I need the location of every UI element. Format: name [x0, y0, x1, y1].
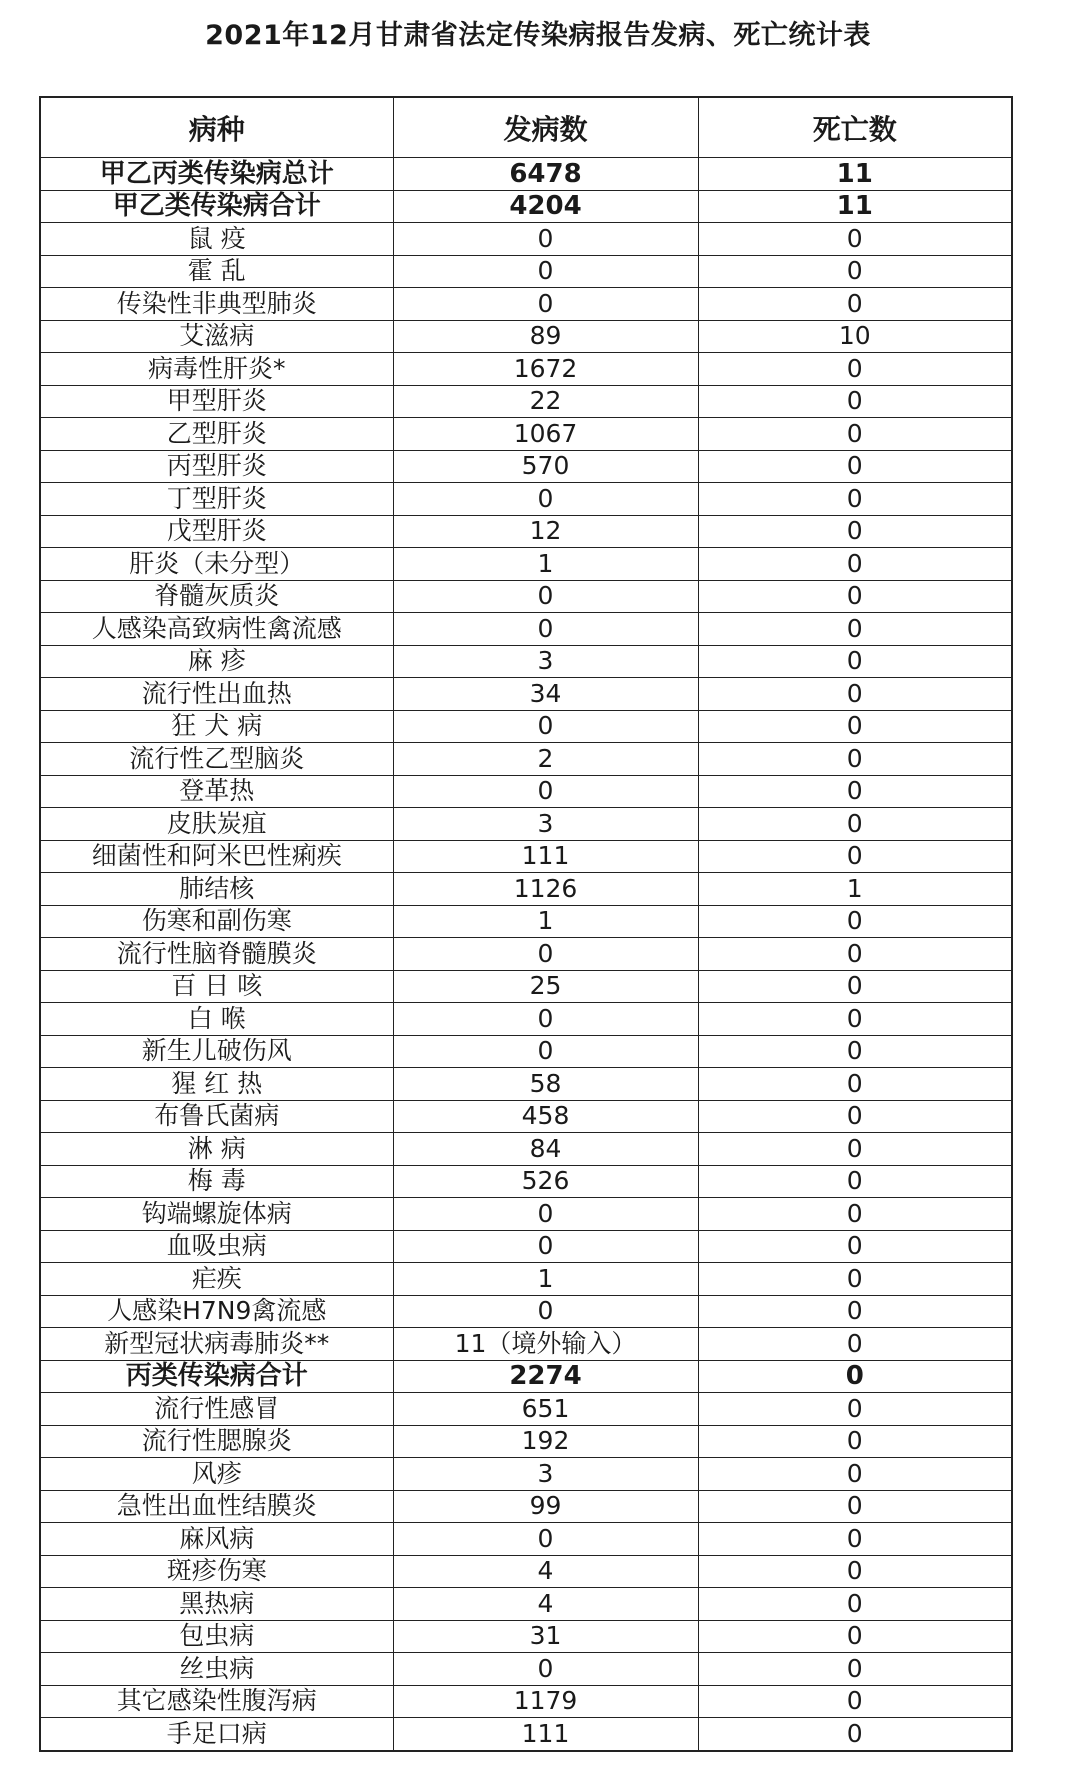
table-row — [40, 483, 1012, 516]
table-row — [40, 710, 1012, 743]
death-count-cell: 0 — [698, 938, 1012, 971]
disease-name-cell: 风疹 — [40, 1458, 393, 1491]
header-deaths: 死亡数 — [698, 97, 1012, 158]
disease-name-cell: 人感染H7N9禽流感 — [40, 1295, 393, 1328]
disease-name-cell: 甲型肝炎 — [40, 385, 393, 418]
disease-name-cell: 黑热病 — [40, 1588, 393, 1621]
death-count-cell: 0 — [698, 710, 1012, 743]
disease-name-cell: 传染性非典型肺炎 — [40, 288, 393, 321]
table-row — [40, 1230, 1012, 1263]
disease-name-cell: 新型冠状病毒肺炎** — [40, 1328, 393, 1361]
death-count-cell: 0 — [698, 483, 1012, 516]
disease-name-cell: 丙类传染病合计 — [40, 1360, 393, 1393]
case-count-cell: 4 — [393, 1588, 698, 1621]
disease-name-cell: 脊髓灰质炎 — [40, 580, 393, 613]
death-count-cell: 0 — [698, 1198, 1012, 1231]
table-header — [40, 97, 1012, 158]
header-row — [40, 97, 1012, 158]
disease-name-cell: 细菌性和阿米巴性痢疾 — [40, 840, 393, 873]
death-count-cell: 0 — [698, 1458, 1012, 1491]
case-count-cell: 0 — [393, 775, 698, 808]
death-count-cell: 0 — [698, 1425, 1012, 1458]
disease-name-cell: 钩端螺旋体病 — [40, 1198, 393, 1231]
death-count-cell: 11 — [698, 158, 1012, 191]
case-count-cell: 1 — [393, 1263, 698, 1296]
death-count-cell: 0 — [698, 1035, 1012, 1068]
case-count-cell: 1 — [393, 905, 698, 938]
case-count-cell: 111 — [393, 840, 698, 873]
table-row — [40, 1035, 1012, 1068]
death-count-cell: 0 — [698, 808, 1012, 841]
disease-name-cell: 人感染高致病性禽流感 — [40, 613, 393, 646]
death-count-cell: 0 — [698, 840, 1012, 873]
table-row — [40, 515, 1012, 548]
disease-name-cell: 丝虫病 — [40, 1653, 393, 1686]
table-row — [40, 1068, 1012, 1101]
table-row — [40, 1198, 1012, 1231]
death-count-cell: 0 — [698, 580, 1012, 613]
case-count-cell: 6478 — [393, 158, 698, 191]
table-row — [40, 1003, 1012, 1036]
disease-name-cell: 狂 犬 病 — [40, 710, 393, 743]
case-count-cell: 0 — [393, 938, 698, 971]
table-row — [40, 808, 1012, 841]
table-row — [40, 1133, 1012, 1166]
death-count-cell: 0 — [698, 288, 1012, 321]
table-row — [40, 450, 1012, 483]
table-row — [40, 1620, 1012, 1653]
case-count-cell: 458 — [393, 1100, 698, 1133]
disease-name-cell: 皮肤炭疽 — [40, 808, 393, 841]
table-row — [40, 1490, 1012, 1523]
death-count-cell: 0 — [698, 1620, 1012, 1653]
disease-name-cell: 白 喉 — [40, 1003, 393, 1036]
death-count-cell: 0 — [698, 678, 1012, 711]
case-count-cell: 0 — [393, 255, 698, 288]
disease-name-cell: 丙型肝炎 — [40, 450, 393, 483]
death-count-cell: 0 — [698, 1328, 1012, 1361]
case-count-cell: 0 — [393, 223, 698, 256]
disease-name-cell: 猩 红 热 — [40, 1068, 393, 1101]
disease-name-cell: 戊型肝炎 — [40, 515, 393, 548]
disease-statistics-table — [39, 96, 1013, 1752]
case-count-cell: 58 — [393, 1068, 698, 1101]
death-count-cell: 0 — [698, 1295, 1012, 1328]
table-row — [40, 288, 1012, 321]
table-row — [40, 580, 1012, 613]
disease-name-cell: 疟疾 — [40, 1263, 393, 1296]
disease-name-cell: 手足口病 — [40, 1718, 393, 1751]
table-row — [40, 1555, 1012, 1588]
death-count-cell: 0 — [698, 1393, 1012, 1426]
table-body — [40, 158, 1012, 1751]
table-row — [40, 1393, 1012, 1426]
table-row — [40, 970, 1012, 1003]
death-count-cell: 0 — [698, 970, 1012, 1003]
case-count-cell: 3 — [393, 645, 698, 678]
case-count-cell: 3 — [393, 808, 698, 841]
table-row — [40, 1295, 1012, 1328]
case-count-cell: 192 — [393, 1425, 698, 1458]
death-count-cell: 0 — [698, 1165, 1012, 1198]
page-title: 2021年12月甘肃省法定传染病报告发病、死亡统计表 — [205, 20, 871, 51]
header-cases: 发病数 — [393, 97, 698, 158]
disease-name-cell: 布鲁氏菌病 — [40, 1100, 393, 1133]
case-count-cell: 84 — [393, 1133, 698, 1166]
table-row — [40, 1653, 1012, 1686]
case-count-cell: 651 — [393, 1393, 698, 1426]
case-count-cell: 0 — [393, 1523, 698, 1556]
case-count-cell: 4204 — [393, 190, 698, 223]
disease-name-cell: 流行性出血热 — [40, 678, 393, 711]
disease-name-cell: 流行性脑脊髓膜炎 — [40, 938, 393, 971]
case-count-cell: 1179 — [393, 1685, 698, 1718]
death-count-cell: 0 — [698, 1588, 1012, 1621]
death-count-cell: 0 — [698, 613, 1012, 646]
death-count-cell: 0 — [698, 548, 1012, 581]
table-row — [40, 743, 1012, 776]
death-count-cell: 0 — [698, 1360, 1012, 1393]
table-row — [40, 1100, 1012, 1133]
case-count-cell: 12 — [393, 515, 698, 548]
case-count-cell: 0 — [393, 580, 698, 613]
case-count-cell: 0 — [393, 613, 698, 646]
case-count-cell: 0 — [393, 1230, 698, 1263]
case-count-cell: 3 — [393, 1458, 698, 1491]
case-count-cell: 2274 — [393, 1360, 698, 1393]
table-row — [40, 1328, 1012, 1361]
death-count-cell: 1 — [698, 873, 1012, 906]
death-count-cell: 10 — [698, 320, 1012, 353]
case-count-cell: 0 — [393, 1198, 698, 1231]
disease-name-cell: 艾滋病 — [40, 320, 393, 353]
death-count-cell: 0 — [698, 1555, 1012, 1588]
disease-name-cell: 霍 乱 — [40, 255, 393, 288]
death-count-cell: 0 — [698, 385, 1012, 418]
death-count-cell: 0 — [698, 1718, 1012, 1751]
table-row — [40, 905, 1012, 938]
case-count-cell: 1672 — [393, 353, 698, 386]
disease-name-cell: 肝炎（未分型） — [40, 548, 393, 581]
disease-name-cell: 鼠 疫 — [40, 223, 393, 256]
case-count-cell: 0 — [393, 1035, 698, 1068]
table-row — [40, 353, 1012, 386]
disease-name-cell: 淋 病 — [40, 1133, 393, 1166]
case-count-cell: 526 — [393, 1165, 698, 1198]
disease-name-cell: 流行性腮腺炎 — [40, 1425, 393, 1458]
disease-name-cell: 甲乙丙类传染病总计 — [40, 158, 393, 191]
table-row — [40, 938, 1012, 971]
table-row — [40, 840, 1012, 873]
case-count-cell: 0 — [393, 1653, 698, 1686]
case-count-cell: 111 — [393, 1718, 698, 1751]
death-count-cell: 11 — [698, 190, 1012, 223]
table-row — [40, 1458, 1012, 1491]
case-count-cell: 0 — [393, 483, 698, 516]
table-row — [40, 1165, 1012, 1198]
case-count-cell: 0 — [393, 1003, 698, 1036]
death-count-cell: 0 — [698, 1263, 1012, 1296]
table-row — [40, 1685, 1012, 1718]
table-row — [40, 775, 1012, 808]
case-count-cell: 0 — [393, 1295, 698, 1328]
disease-name-cell: 甲乙类传染病合计 — [40, 190, 393, 223]
table-row — [40, 320, 1012, 353]
disease-name-cell: 丁型肝炎 — [40, 483, 393, 516]
death-count-cell: 0 — [698, 1230, 1012, 1263]
table-row — [40, 385, 1012, 418]
case-count-cell: 22 — [393, 385, 698, 418]
table-row — [40, 873, 1012, 906]
disease-name-cell: 百 日 咳 — [40, 970, 393, 1003]
disease-name-cell: 流行性感冒 — [40, 1393, 393, 1426]
case-count-cell: 1126 — [393, 873, 698, 906]
table-row — [40, 678, 1012, 711]
table-row — [40, 1718, 1012, 1751]
disease-name-cell: 包虫病 — [40, 1620, 393, 1653]
disease-name-cell: 梅 毒 — [40, 1165, 393, 1198]
table-row — [40, 1588, 1012, 1621]
table-row — [40, 1263, 1012, 1296]
disease-name-cell: 乙型肝炎 — [40, 418, 393, 451]
death-count-cell: 0 — [698, 1133, 1012, 1166]
disease-name-cell: 伤寒和副伤寒 — [40, 905, 393, 938]
header-disease: 病种 — [40, 97, 393, 158]
death-count-cell: 0 — [698, 515, 1012, 548]
case-count-cell: 31 — [393, 1620, 698, 1653]
case-count-cell: 99 — [393, 1490, 698, 1523]
disease-name-cell: 斑疹伤寒 — [40, 1555, 393, 1588]
death-count-cell: 0 — [698, 645, 1012, 678]
death-count-cell: 0 — [698, 1068, 1012, 1101]
death-count-cell: 0 — [698, 1100, 1012, 1133]
disease-name-cell: 病毒性肝炎* — [40, 353, 393, 386]
disease-name-cell: 急性出血性结膜炎 — [40, 1490, 393, 1523]
death-count-cell: 0 — [698, 905, 1012, 938]
table-row — [40, 548, 1012, 581]
case-count-cell: 89 — [393, 320, 698, 353]
case-count-cell: 25 — [393, 970, 698, 1003]
death-count-cell: 0 — [698, 1490, 1012, 1523]
table-row — [40, 645, 1012, 678]
table-row — [40, 158, 1012, 191]
case-count-cell: 4 — [393, 1555, 698, 1588]
death-count-cell: 0 — [698, 353, 1012, 386]
case-count-cell: 34 — [393, 678, 698, 711]
table-row — [40, 255, 1012, 288]
case-count-cell: 1 — [393, 548, 698, 581]
case-count-cell: 1067 — [393, 418, 698, 451]
case-count-cell: 11（境外输入） — [393, 1328, 698, 1361]
case-count-cell: 570 — [393, 450, 698, 483]
table-row — [40, 1523, 1012, 1556]
death-count-cell: 0 — [698, 223, 1012, 256]
disease-name-cell: 血吸虫病 — [40, 1230, 393, 1263]
case-count-cell: 0 — [393, 288, 698, 321]
death-count-cell: 0 — [698, 450, 1012, 483]
table-row — [40, 1360, 1012, 1393]
disease-name-cell: 流行性乙型脑炎 — [40, 743, 393, 776]
disease-name-cell: 麻风病 — [40, 1523, 393, 1556]
table-row — [40, 1425, 1012, 1458]
table-row — [40, 418, 1012, 451]
disease-name-cell: 登革热 — [40, 775, 393, 808]
disease-name-cell: 肺结核 — [40, 873, 393, 906]
death-count-cell: 0 — [698, 1003, 1012, 1036]
death-count-cell: 0 — [698, 1653, 1012, 1686]
case-count-cell: 0 — [393, 710, 698, 743]
table-row — [40, 613, 1012, 646]
disease-name-cell: 其它感染性腹泻病 — [40, 1685, 393, 1718]
case-count-cell: 2 — [393, 743, 698, 776]
disease-name-cell: 新生儿破伤风 — [40, 1035, 393, 1068]
death-count-cell: 0 — [698, 255, 1012, 288]
death-count-cell: 0 — [698, 418, 1012, 451]
death-count-cell: 0 — [698, 1523, 1012, 1556]
death-count-cell: 0 — [698, 1685, 1012, 1718]
death-count-cell: 0 — [698, 743, 1012, 776]
table-row — [40, 190, 1012, 223]
death-count-cell: 0 — [698, 775, 1012, 808]
disease-name-cell: 麻 疹 — [40, 645, 393, 678]
table-row — [40, 223, 1012, 256]
